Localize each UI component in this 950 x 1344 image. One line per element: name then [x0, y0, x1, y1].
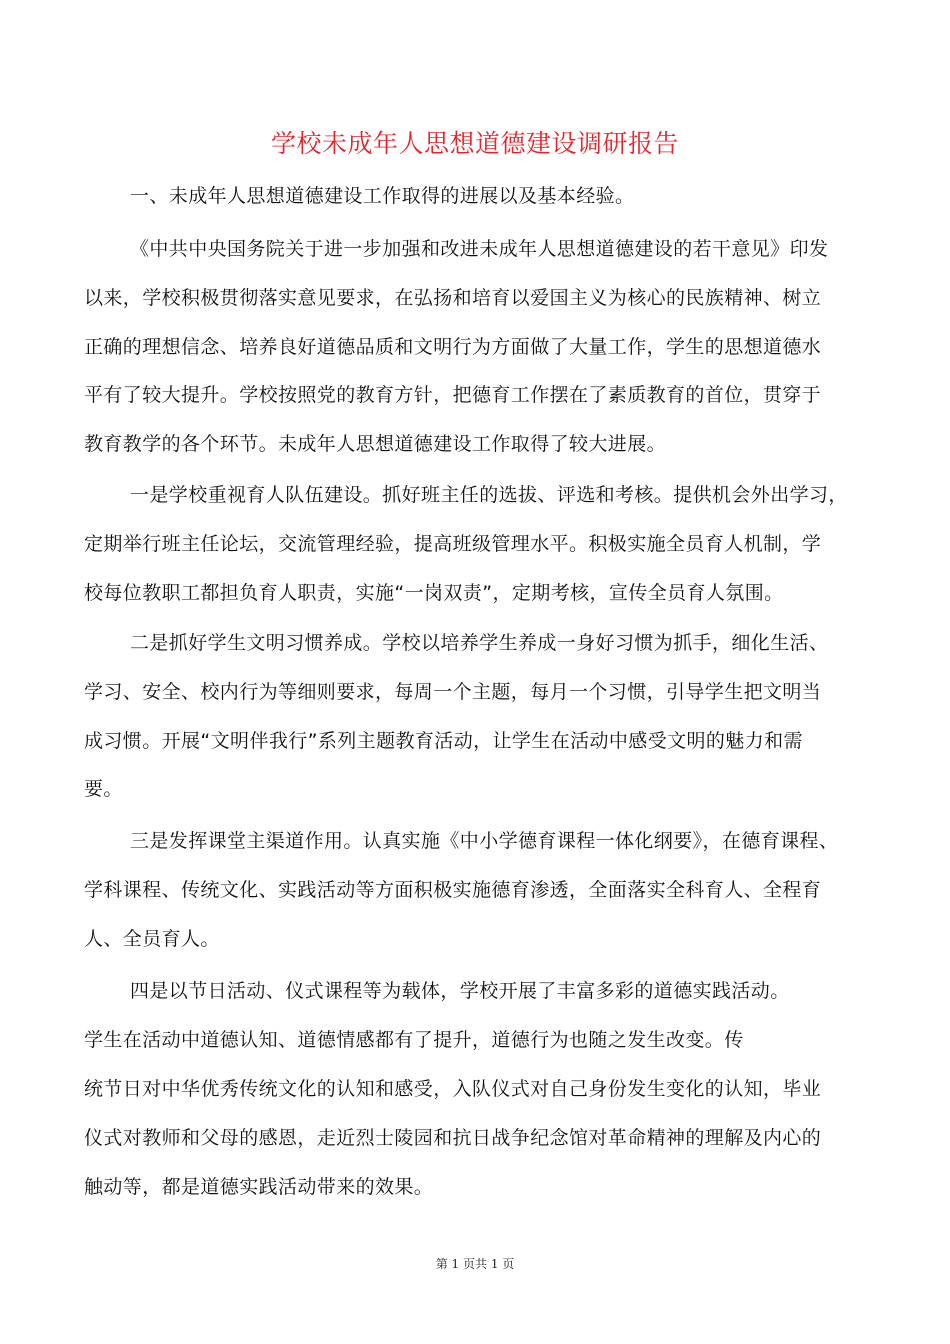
paragraph-line: 学生在活动中道德认知、道德情感都有了提升，道德行为也随之发生改变。传	[84, 1029, 744, 1051]
paragraph-line: 一是学校重视育人队伍建设。抓好班主任的选拔、评选和考核。提供机会外出学习，	[130, 484, 848, 506]
paragraph-line: 学习、安全、校内行为等细则要求，每周一个主题，每月一个习惯，引导学生把文明当	[84, 681, 822, 703]
paragraph-line: 要。	[84, 778, 123, 800]
paragraph-line: 四是以节日活动、仪式课程等为载体，学校开展了丰富多彩的道德实践活动。	[130, 980, 790, 1002]
page-number-footer: 第 1 页共 1 页	[435, 1257, 515, 1271]
paragraph-line: 三是发挥课堂主渠道作用。认真实施《中小学德育课程一体化纲要》，在德育课程、	[130, 830, 839, 852]
document-title: 学校未成年人思想道德建设调研报告	[270, 129, 679, 158]
paragraph-line: 人、全员育人。	[84, 928, 220, 950]
paragraph-line: 二是抓好学生文明习惯养成。学校以培养学生养成一身好习惯为抓手，细化生活、	[130, 632, 829, 654]
paragraph-line: 正确的理想信念、培养良好道德品质和文明行为方面做了大量工作，学生的思想道德水	[84, 336, 822, 358]
paragraph-line: 定期举行班主任论坛，交流管理经验，提高班级管理水平。积极实施全员育人机制，学	[84, 533, 822, 555]
paragraph-line: 教育教学的各个环节。未成年人思想道德建设工作取得了较大进展。	[84, 433, 667, 455]
paragraph-line: 《中共中央国务院关于进一步加强和改进未成年人思想道德建设的若干意见》印发	[130, 238, 829, 260]
paragraph-line: 统节日对中华优秀传统文化的认知和感受，入队仪式对自己身份发生变化的认知，毕业	[84, 1078, 822, 1100]
paragraph-line: 学科课程、传统文化、实践活动等方面积极实施德育渗透，全面落实全科育人、全程育	[84, 879, 822, 901]
paragraph-line: 平有了较大提升。学校按照党的教育方针，把德育工作摆在了素质教育的首位，贯穿于	[84, 384, 822, 406]
section-heading: 一、未成年人思想道德建设工作取得的进展以及基本经验。	[130, 185, 635, 207]
paragraph-line: 以来，学校积极贯彻落实意见要求，在弘扬和培育以爱国主义为核心的民族精神、树立	[84, 287, 822, 309]
paragraph-line: 校每位教职工都担负育人职责，实施“一岗双责”，定期考核，宣传全员育人氛围。	[84, 582, 784, 604]
paragraph-line: 触动等，都是道德实践活动带来的效果。	[84, 1176, 434, 1198]
paragraph-line: 成习惯。开展“文明伴我行”系列主题教育活动，让学生在活动中感受文明的魅力和需	[84, 730, 803, 752]
paragraph-line: 仪式对教师和父母的感恩，走近烈士陵园和抗日战争纪念馆对革命精神的理解及内心的	[84, 1127, 822, 1149]
